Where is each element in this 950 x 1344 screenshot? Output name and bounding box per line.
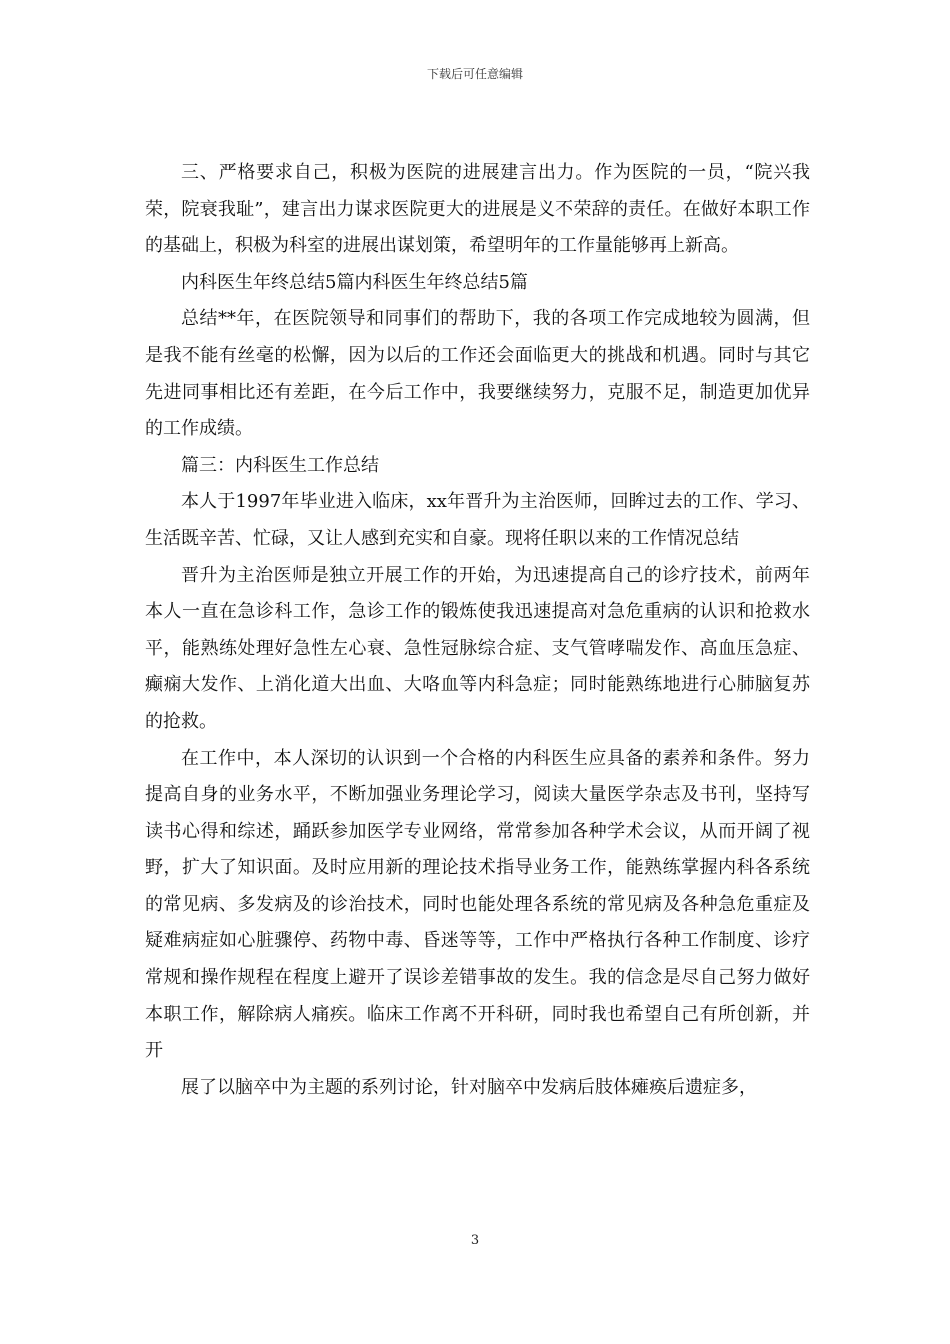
paragraph-2: 总结**年，在医院领导和同事们的帮助下，我的各项工作完成地较为圆满，但是我不能有丝毫的松懈，因为以后的工作还会面临更大的挑战和机遇。同时与其它先进同事相比还有差距，在今后工作中，我要继续努力，克服不足，制造更加优异的工作成绩。 [145,308,810,440]
paragraph-3: 本人于1997年毕业进入临床，xx年晋升为主治医师，回眸过去的工作、学习、生活既辛苦、忙碌，又让人感到充实和自豪。现将任职以来的工作情况总结 [145,491,810,549]
page-header: 下载后可任意编辑 [426,67,523,81]
paragraph-4: 晋升为主治医师是独立开展工作的开始，为迅速提高自己的诊疗技术，前两年本人一直在急诊科工作，急诊工作的锻炼使我迅速提高对急危重病的认识和抢救水平，能熟练处理好急性左心衰、急性冠脉综合症、支气管哮喘发作、高血压急症、癫痫大发作、上消化道大出血、大咯血等内科急症；同时能熟练地进行心肺脑复苏的抢救。 [145,564,810,732]
section-title-part3: 篇三：内科医生工作总结 [181,454,379,476]
section-title-summary: 内科医生年终总结5篇内科医生年终总结5篇 [181,271,528,293]
paragraph-1: 三、严格要求自己，积极为医院的进展建言出力。作为医院的一员，“院兴我荣，院衰我耻”，建言出力谋求医院更大的进展是义不荣辞的责任。在做好本职工作的基础上，积极为科室的进展出谋划策，希望明年的工作量能够再上新高。 [145,162,810,257]
page-number: 3 [470,1233,480,1248]
paragraph-5: 在工作中，本人深切的认识到一个合格的内科医生应具备的素养和条件。努力提高自身的业务水平，不断加强业务理论学习，阅读大量医学杂志及书刊，坚持写读书心得和综述，踊跃参加医学专业网络，常常参加各种学术会议，从而开阔了视野，扩大了知识面。及时应用新的理论技术指导业务工作，能熟练掌握内科各系统的常见病、多发病及的诊治技术，同时也能处理各系统的常见病及各种急危重症及疑难病症如心脏骤停、药物中毒、昏迷等等，工作中严格执行各种工作制度、诊疗常规和操作规程在程度上避开了误诊差错事故的发生。我的信念是尽自己努力做好本职工作，解除病人痛疾。临床工作离不开科研，同时我也希望自己有所创新，并开 [145,747,810,1062]
paragraph-6: 展了以脑卒中为主题的系列讨论，针对脑卒中发病后肢体瘫痪后遗症多， [181,1076,757,1098]
document-body [145,155,810,1106]
